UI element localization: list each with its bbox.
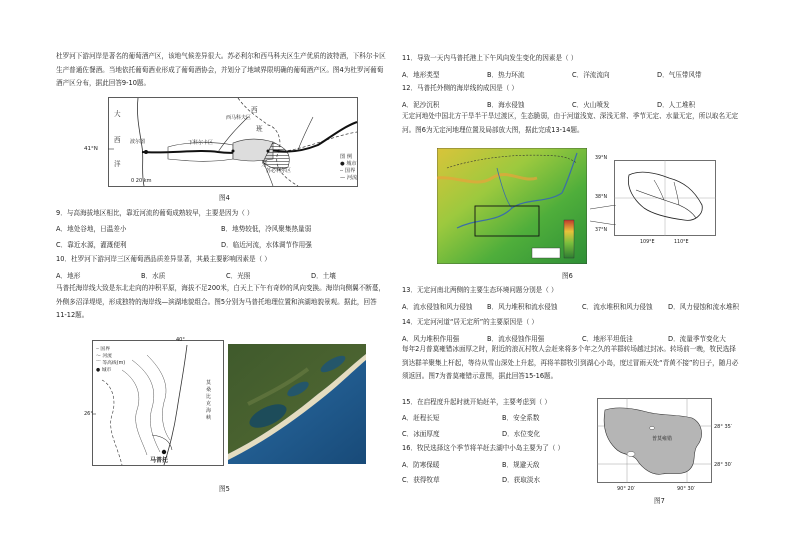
label-40: 40° — [176, 337, 185, 343]
label-maputo: 马普托 — [150, 457, 169, 464]
q15-option-a[interactable]: A．赶程长短 — [402, 414, 440, 422]
fig6-lat-39: 39°N — [595, 156, 608, 161]
q13-option-a[interactable]: A．流水侵蚀和风力侵蚀 — [402, 303, 473, 311]
maputo-dot — [162, 450, 166, 454]
q10-option-c[interactable]: C．光照 — [226, 272, 251, 280]
label-cima-region: 西马科夫区 — [226, 115, 252, 121]
q9-option-a[interactable]: A．地处谷地，日温差小 — [56, 225, 127, 233]
q9-option-d[interactable]: D．临近河流，水体调节作用强 — [221, 241, 312, 249]
q12-stem: 12．马普托外侧的海岸线的成因是（ ） — [402, 84, 518, 92]
q12-option-b[interactable]: B．海水侵蚀 — [487, 101, 525, 109]
fig7-lon-2: 90° 30′ — [677, 486, 695, 492]
q11-stem: 11．导致一天内马普托港上下午风向发生变化的因素是（ ） — [402, 54, 578, 62]
figure-6-inset-map — [614, 160, 716, 236]
fig6-lat-37: 37°N — [595, 228, 608, 233]
figure-5-legend — [96, 346, 125, 374]
q11-option-d[interactable]: D．气压带风带 — [657, 71, 702, 79]
q16-option-a[interactable]: A．防寒保暖 — [402, 461, 440, 469]
label-spain-3: 牙 — [261, 160, 268, 168]
q14-option-a[interactable]: A．风力堆积作用强 — [402, 335, 460, 343]
q11-option-c[interactable]: C．洋流流向 — [572, 71, 610, 79]
legend-item-border: ┄ 国界 — [340, 168, 356, 174]
q11-option-a[interactable]: A．地形类型 — [402, 71, 440, 79]
intro-q9-10: 杜罗河下游河岸是著名的葡萄酒产区，该地气候差异很大。苏必利尔和西马科夫区生产优质的波特酒，下科尔卡区生产普通佐餐酒。当地依托葡萄酒业形成了葡萄酒协会，并划分了地域界限明确的葡萄酒产区。图4为杜罗河葡萄酒产区分布，据此回答9-10题。 — [56, 52, 386, 87]
intro-q13-14: 无定河地处中国北方干旱半干旱过渡区，生态脆弱，由于河道浅宽、深浅无常、季节无定、水量无定，所以取名无定河。图6为无定河地理位置及局部放大图，据此完成13-14题。 — [402, 112, 739, 134]
fig6-lon-109: 109°E — [640, 240, 655, 245]
label-ocean-1: 大 — [114, 110, 121, 118]
figure-5-satellite-photo — [228, 344, 366, 464]
intro-q15-16: 每年2月普莫雍错冰面厚之时，附近的浪瓦村牧人会赶来将多个年之久的羊群转场越过封冰。转场前一晚，牧民选择到达群羊聚集上杆起，等待从雪山深处上升起，再将羊群牧引到湖心小岛，度过冒雨天处“青黄不接”的日子，随月必须返回。图7为普莫雍错示意图，据此回答15-16题。 — [402, 345, 739, 380]
legend-title: 图 例 — [340, 154, 353, 160]
q11-option-b[interactable]: B．热力环流 — [487, 71, 525, 79]
q13-option-c[interactable]: C．流水堆积和风力侵蚀 — [582, 303, 653, 311]
q12-option-d[interactable]: D．人工堆积 — [657, 101, 696, 109]
q12-option-c[interactable]: C．火山喷发 — [572, 101, 610, 109]
label-ocean-2: 西 — [114, 136, 121, 144]
q13-option-d[interactable]: D．风力侵蚀和流水堆积 — [668, 303, 740, 311]
label-spain-1: 西 — [251, 106, 258, 114]
label-lake: 普莫雍错 — [652, 436, 673, 442]
q10-option-d[interactable]: D．土壤 — [311, 272, 336, 280]
q9-stem: 9．与高海拔地区相比，靠近河流的葡萄成熟较早，主要是因为（ ） — [56, 209, 254, 217]
label-channel: 莫桑比克海峡 — [206, 380, 212, 421]
q16-option-c[interactable]: C．获得牧草 — [402, 476, 440, 484]
city-dot — [144, 150, 148, 154]
q13-option-b[interactable]: B．风力堆积和流水侵蚀 — [487, 303, 558, 311]
figure-6-terrain-map — [437, 148, 587, 264]
figure-4-map — [108, 97, 358, 187]
legend-item-city: ● 城市 — [340, 161, 357, 167]
legend-contour: ⌒ 等高线(m) — [96, 361, 126, 366]
q14-stem: 14．无定河河道“居无定所”的主要原因是（ ） — [402, 318, 539, 326]
label-latitude: 41°N — [84, 146, 98, 152]
fig6-lat-38: 38°N — [595, 195, 608, 200]
q15-stem: 15．在启程度升起时就开始赶羊，主要考虑到（ ） — [402, 398, 551, 406]
label-upper-region: 苏必利尔区 — [266, 168, 292, 174]
q16-option-b[interactable]: B．规避天敌 — [502, 461, 540, 469]
q14-option-c[interactable]: C．地形平坦低洼 — [582, 335, 633, 343]
fig6-lon-110: 110°E — [674, 240, 689, 245]
legend-item-river: — 河流 — [340, 175, 358, 181]
figure-4-caption: 图4 — [219, 194, 230, 202]
legend-border: ┄ 国界 — [96, 347, 111, 352]
inset-pointer-lines — [590, 205, 616, 225]
q14-option-b[interactable]: B．流水侵蚀作用强 — [487, 335, 545, 343]
q14-option-d[interactable]: D．流量季节变化大 — [668, 335, 726, 343]
label-scale: 0 20 km — [131, 178, 152, 184]
fig7-lon-1: 90° 20′ — [617, 486, 635, 492]
q10-stem: 10．杜罗河下游河岸三区葡萄酒品质差异显著，其最主要影响因素是（ ） — [56, 255, 271, 263]
label-ocean-3: 洋 — [114, 160, 121, 168]
label-26: 26° — [84, 411, 93, 417]
fig7-lat-2: 28° 30′ — [714, 462, 732, 468]
q15-option-b[interactable]: B．安全系数 — [502, 414, 540, 422]
figure-4-legend — [340, 154, 357, 182]
fig7-lat-1: 28° 35′ — [714, 424, 732, 430]
q12-option-a[interactable]: A．泥沙沉积 — [402, 101, 440, 109]
label-porto: 波尔图 — [130, 139, 146, 145]
q10-option-b[interactable]: B．水质 — [141, 272, 166, 280]
q15-option-c[interactable]: C．冰面厚度 — [402, 430, 440, 438]
intro-q11-12: 马普托海岸线大致是东北走向的冲积平原，海拔不足200米，白天上下午有奇妙的风向变换。海岸向侧翼不断蔓，外侧多沼泽堤堤，形成独特的海岸线—滨湖地貌组合。图5分别为马普托地理位置和滨湖地貌景观。据此，回答11-12题。 — [56, 284, 386, 319]
q13-stem: 13．无定河南北两侧的主要生态环境问题分别是（ ） — [402, 286, 558, 294]
q9-option-b[interactable]: B．地势较低，冷风聚集热量弱 — [221, 225, 312, 233]
q16-stem: 16．牧民选择这个季节将羊赶去湖中小岛主要为了（ ） — [402, 444, 565, 452]
q16-option-d[interactable]: D．获取淡水 — [502, 476, 541, 484]
q15-option-d[interactable]: D．水位变化 — [502, 430, 541, 438]
q10-option-a[interactable]: A．地形 — [56, 272, 81, 280]
figure-6-caption: 图6 — [562, 272, 573, 280]
legend-river: ～ 河流 — [96, 354, 112, 359]
label-lower-region: 下科尔卡区 — [188, 140, 214, 146]
legend-city: ● 城市 — [96, 368, 112, 373]
q9-option-c[interactable]: C．靠近水源，灌溉便利 — [56, 241, 127, 249]
label-spain-2: 班 — [256, 125, 263, 133]
figure-5-caption: 图5 — [219, 485, 230, 493]
figure-7-caption: 图7 — [654, 497, 665, 505]
